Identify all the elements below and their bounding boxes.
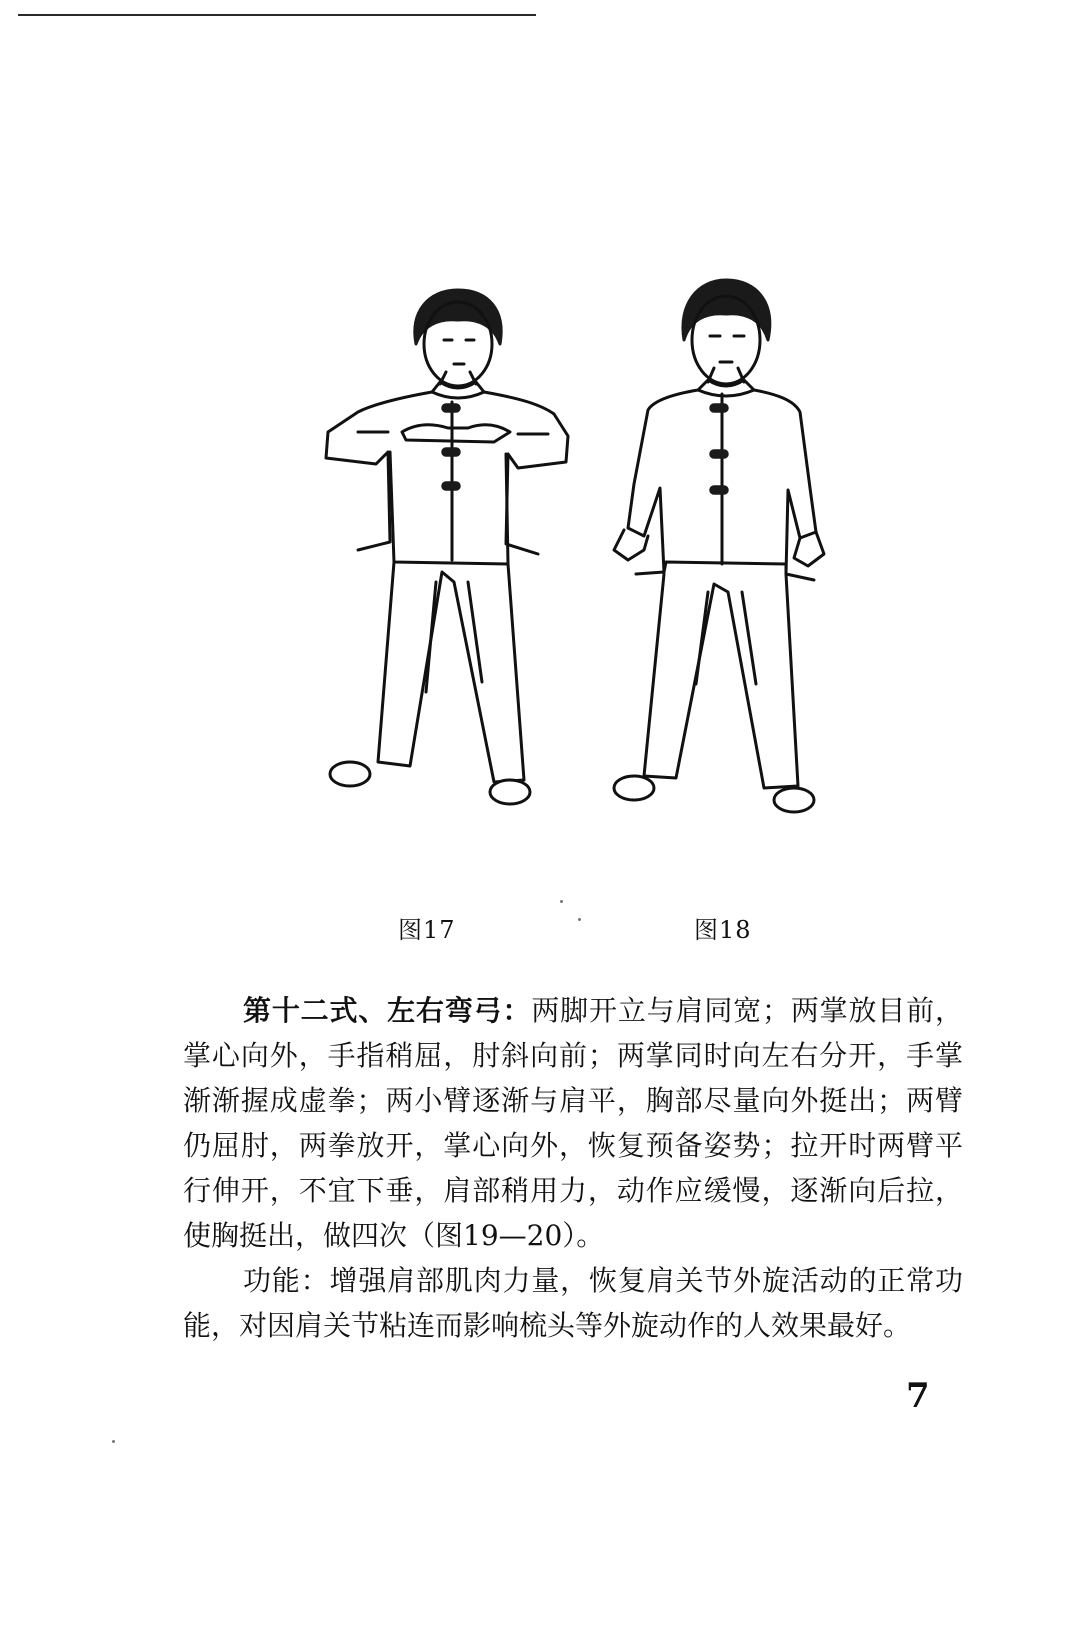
paragraph-function xyxy=(183,1258,963,1348)
figure-18-illustration xyxy=(604,274,834,824)
scan-speck xyxy=(112,1440,115,1443)
section-title: 第十二式、左右弯弓： xyxy=(243,994,532,1027)
paragraph-instructions xyxy=(183,988,963,1258)
page-number: 7 xyxy=(906,1376,930,1416)
function-text: 增强肩部肌肉力量，恢复肩关节外旋活动的正常功能，对因肩关节粘连而影响梳头等外旋动作的人效果最好。 xyxy=(183,1264,963,1342)
figure-17-caption: 图17 xyxy=(398,916,456,944)
scan-speck xyxy=(560,900,563,903)
figure-17-illustration xyxy=(318,282,578,812)
instructions-text: 两掌放目前，掌心向外，手指稍屈，肘斜向前；两掌同时向左右分开，手掌渐渐握成虚拳；两小臂逐渐与肩平，胸部尽量向外挺出；两臂仍屈肘，两拳放开，掌心向外，恢复预备姿势；拉开时两臂平行伸开，不宜下垂，肩部稍用力，动作应缓慢，逐渐向后拉，使胸挺出，做四次（图19—20）。 xyxy=(183,994,963,1252)
body-text xyxy=(183,988,963,1348)
scan-speck xyxy=(578,918,581,921)
function-label: 功能： xyxy=(243,1264,330,1297)
instructions-lead: 两脚开立与肩同宽； xyxy=(531,994,790,1027)
figure-18-caption: 图18 xyxy=(694,916,752,944)
